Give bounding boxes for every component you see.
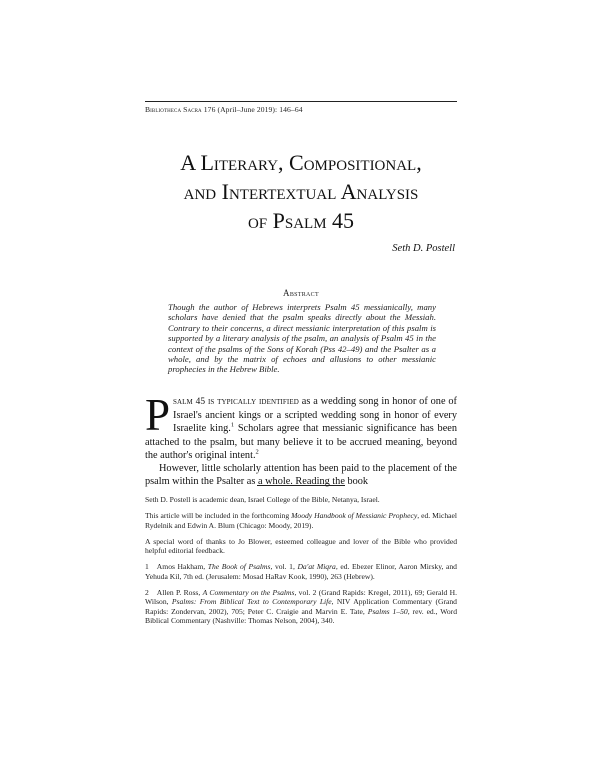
lead-in-smallcaps: salm 45 is typically identified <box>173 397 299 407</box>
journal-name: Bibliotheca Sacra <box>145 105 202 114</box>
footnote-2-text-c: , NIV Application Commentary (Grand Rapids: Zondervan, 2002), 705; Peter C. Craigie and Marvin E. Tate, <box>145 597 457 616</box>
abstract-heading: Abstract <box>283 288 319 298</box>
thanks-note: A special word of thanks to Jo Blower, esteemed colleague and lover of the Bible who provided helpful editorial feedback. <box>145 536 457 555</box>
body-paragraph-2: However, little scholarly attention has been paid to the placement of the psalm within the Psalter as a whole. Reading the book <box>145 463 457 488</box>
article-title <box>145 148 457 235</box>
footnote-1-number: 1 <box>145 562 149 571</box>
journal-citation: 176 (April–June 2019): 146–64 <box>203 105 303 114</box>
footnote-2-title-2: Psalms: From Biblical Text to Contemporary Life <box>171 597 332 606</box>
author-bio-note: Seth D. Postell is academic dean, Israel College of the Bible, Netanya, Israel. <box>145 495 380 504</box>
footnote-1-text-a: Amos Hakham, <box>156 562 208 571</box>
footnote-2-title-1: A Commentary on the Psalms <box>202 587 295 597</box>
footnote-1-title: The Book of Psalms <box>207 562 271 571</box>
footnote-2-number: 2 <box>145 587 149 597</box>
footnote-2 <box>145 588 457 626</box>
footnote-1-text-b: , vol. 1, <box>270 562 298 571</box>
header-rule <box>145 101 457 102</box>
footnote-separator <box>257 485 345 486</box>
footnote-1-series: Da'at Miqra <box>297 562 336 571</box>
title-line-2: and Intertextual Analysis <box>183 179 419 204</box>
footnote-1-text-c: , ed. Ebezer Elinor, Aaron Mirsky, and Yehuda Kil, 7th ed. (Jerusalem: Mosad HaRav Kook, 1990), 263 (Hebrew). <box>145 562 457 581</box>
author-name: Seth D. Postell <box>392 243 455 254</box>
footnote-ref-2[interactable]: 2 <box>255 448 259 456</box>
footnote-2-text-d: , rev. ed., Word Biblical Commentary (Nashville: Thomas Nelson, 2004), 340. <box>145 606 457 625</box>
footnote-2-title-3: Psalms 1–50 <box>367 606 408 616</box>
title-line-3: of Psalm 45 <box>247 208 355 233</box>
paragraph-1-text-b: Scholars agree that messianic significance has been attached to the psalm, but many believe it to be accrued meaning, beyond the author's original intent. <box>145 423 457 461</box>
paragraph-1-text-a: as a wedding song in honor of one of Israel's ancient kings or a scripted wedding song in honor of every Israelite king. <box>173 396 457 435</box>
footnote-2-text-a: Allen P. Ross, <box>156 587 203 597</box>
forthcoming-text-b: , ed. Michael Rydelnik and Edwin A. Blum (Chicago: Moody, 2019). <box>145 511 458 530</box>
footnote-ref-1[interactable]: 1 <box>230 421 235 429</box>
footnote-1 <box>145 562 457 581</box>
body-paragraph-1 <box>145 390 457 462</box>
forthcoming-text-a: This article will be included in the forthcoming <box>145 511 292 520</box>
forthcoming-note <box>145 511 457 530</box>
footnotes <box>145 495 457 632</box>
title-line-1: A Literary, Compositional, <box>180 150 422 175</box>
forthcoming-book-title: Moody Handbook of Messianic Prophecy <box>291 511 418 520</box>
drop-cap: P <box>145 390 171 440</box>
article-body <box>145 390 457 488</box>
footnote-2-text-b: , vol. 2 (Grand Rapids: Kregel, 2011), 69; Gerald H. Wilson, <box>145 587 457 606</box>
running-header <box>145 105 457 114</box>
abstract-text: Though the author of Hebrews interprets Psalm 45 messianically, many scholars have denied that the psalm speaks directly about the Messiah. Contrary to their concerns, a direct messianic interpretation of this psalm is supported by a literary analysis of the psalm, an analysis of Psalm 45 in the context of the psalms of the Sons of Korah (Pss 42–49) and the Psalter as a whole, and by the matrix of echoes and allusions to other messianic prophecies in the Hebrew Bible. <box>168 302 436 375</box>
